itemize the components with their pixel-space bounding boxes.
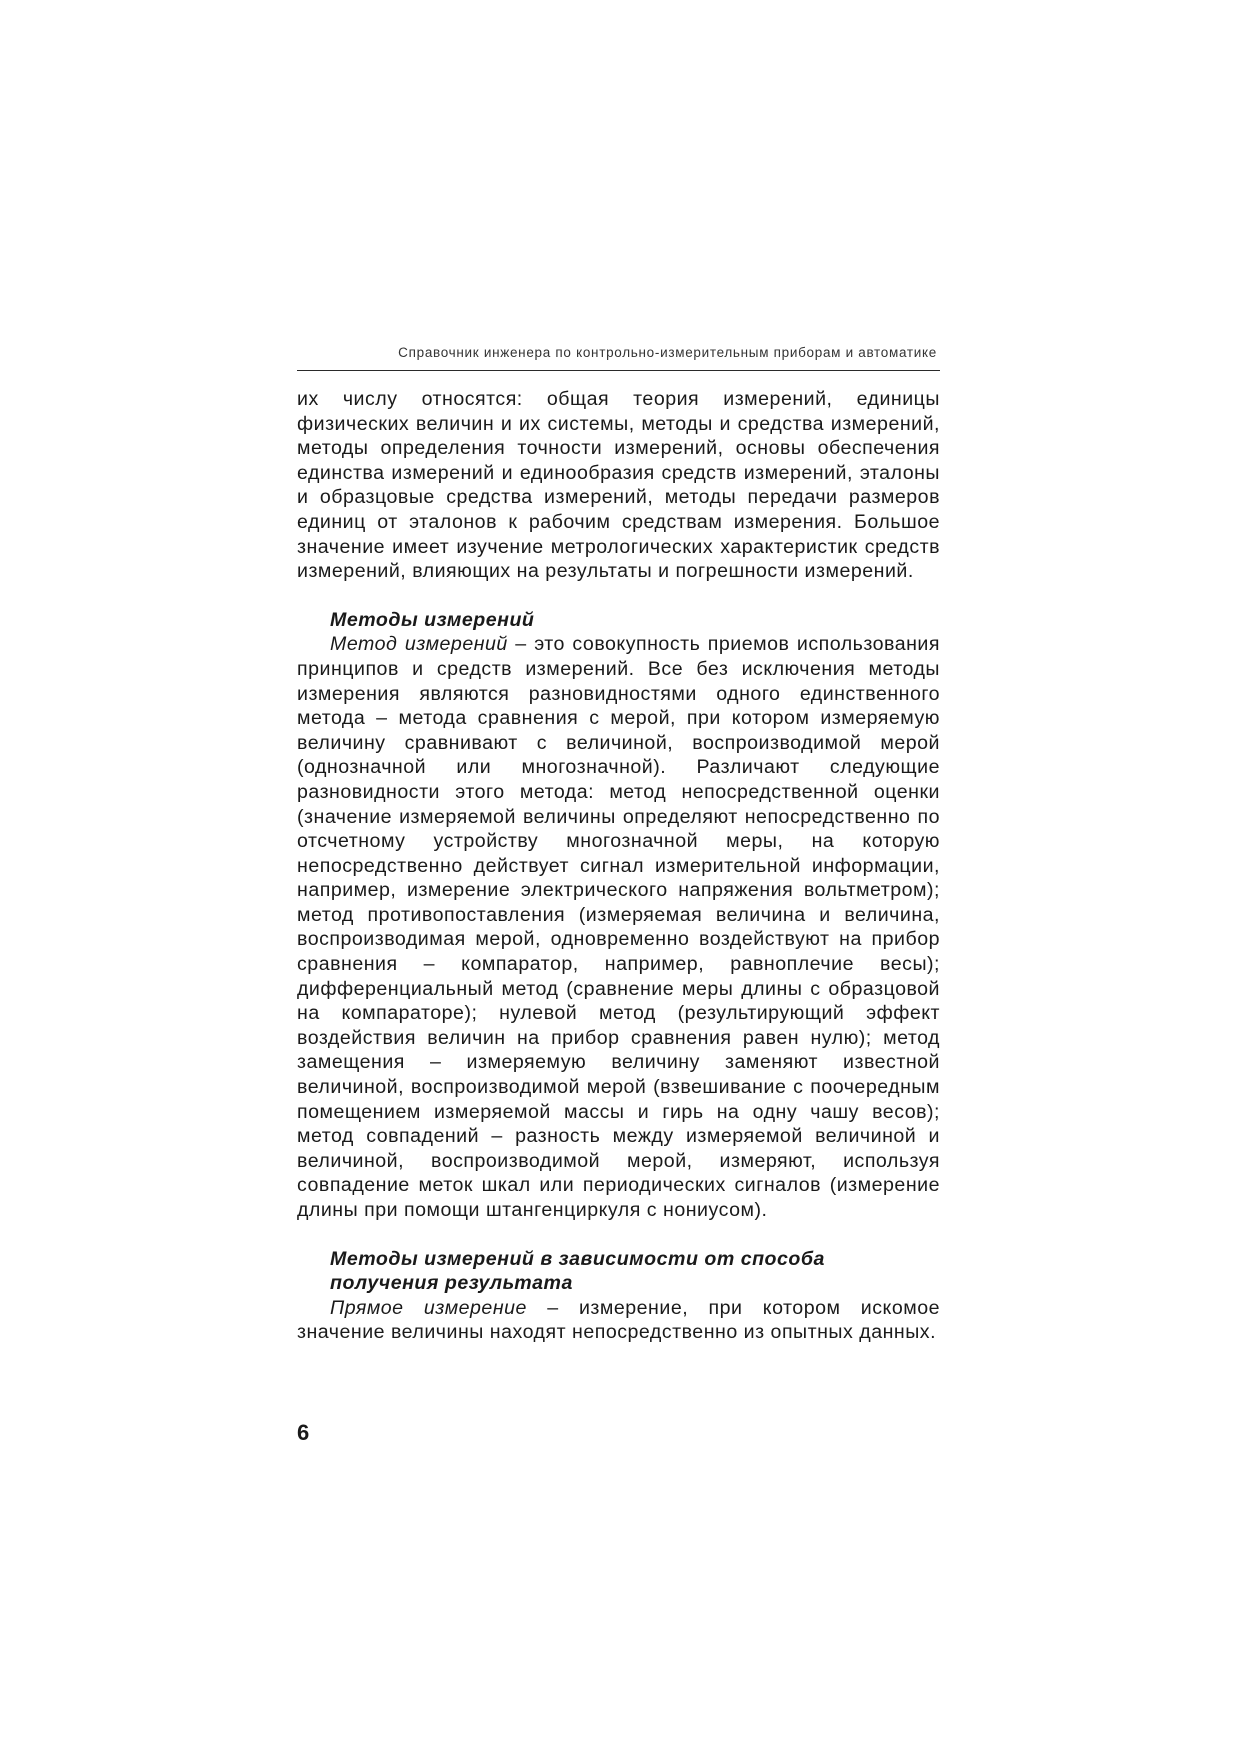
header-rule: [297, 370, 940, 371]
direct-measurement-paragraph: [297, 1296, 940, 1345]
section-heading-measurement-methods: Методы измерений: [330, 608, 535, 631]
method-definition-paragraph: [297, 632, 940, 1222]
method-definition-text: – это совокупность приемов использования принципов и средств измерений. Все без исключения методы измерения являются разновидностями одного единственного метода – метода сравнения с мерой, при котором измеряемую величину сравнивают с величиной, воспроизводимой мерой (однозначной или многозначной). Различают следующие разновидности этого метода: метод непосредственной оценки (значение измеряемой величины определяют непосредственно по отсчетному устройству многозначной меры, на которую непосредственно действует сигнал измерительной информации, например, измерение электрического напряжения вольтметром); метод противопоставления (измеряемая величина и величина, воспроизводимая мерой, одновременно воздействуют на прибор сравнения – компаратор, например, равноплечие весы); дифференциальный метод (сравнение меры длины с образцовой на компараторе); нулевой метод (результирующий эффект воздействия величин на прибор сравнения равен нулю); метод замещения – измеряемую величину заменяют известной величиной, воспроизводимой мерой (взвешивание с поочередным помещением измеряемой массы и гирь на одну чашу весов); метод совпадений – разность между измеряемой величиной и величиной, воспроизводимой мерой, измеряют, используя совпадение меток шкал или периодических сигналов (измерение длины при помощи штангенциркуля с нониусом).: [297, 633, 940, 1221]
term-direct-measurement: Прямое измерение: [330, 1296, 527, 1319]
intro-paragraph: их числу относятся: общая теория измерений, единицы физических величин и их системы, методы и средства измерений, методы определения точности измерений, основы обеспечения единства измерений и единообразия средств измерений, эталоны и образцовые средства измерений, методы передачи размеров единиц от эталонов к рабочим средствам измерения. Большое значение имеет изучение метрологических характеристик средств измерений, влияющих на результаты и погрешности измерений.: [297, 388, 940, 583]
running-header: Справочник инженера по контрольно-измерительным приборам и автоматике: [398, 345, 937, 360]
body-text: [297, 387, 940, 1345]
section-heading-methods-by-result-line2: получения результата: [330, 1272, 573, 1295]
section-heading-methods-by-result-line1: Методы измерений в зависимости от способа: [330, 1247, 825, 1270]
term-measurement-method: Метод измерений: [330, 633, 508, 656]
page-number: 6: [297, 1420, 310, 1445]
direct-measurement-text: – измерение, при котором искомое значение величины находят непосредственно из опытных данных.: [297, 1296, 940, 1344]
